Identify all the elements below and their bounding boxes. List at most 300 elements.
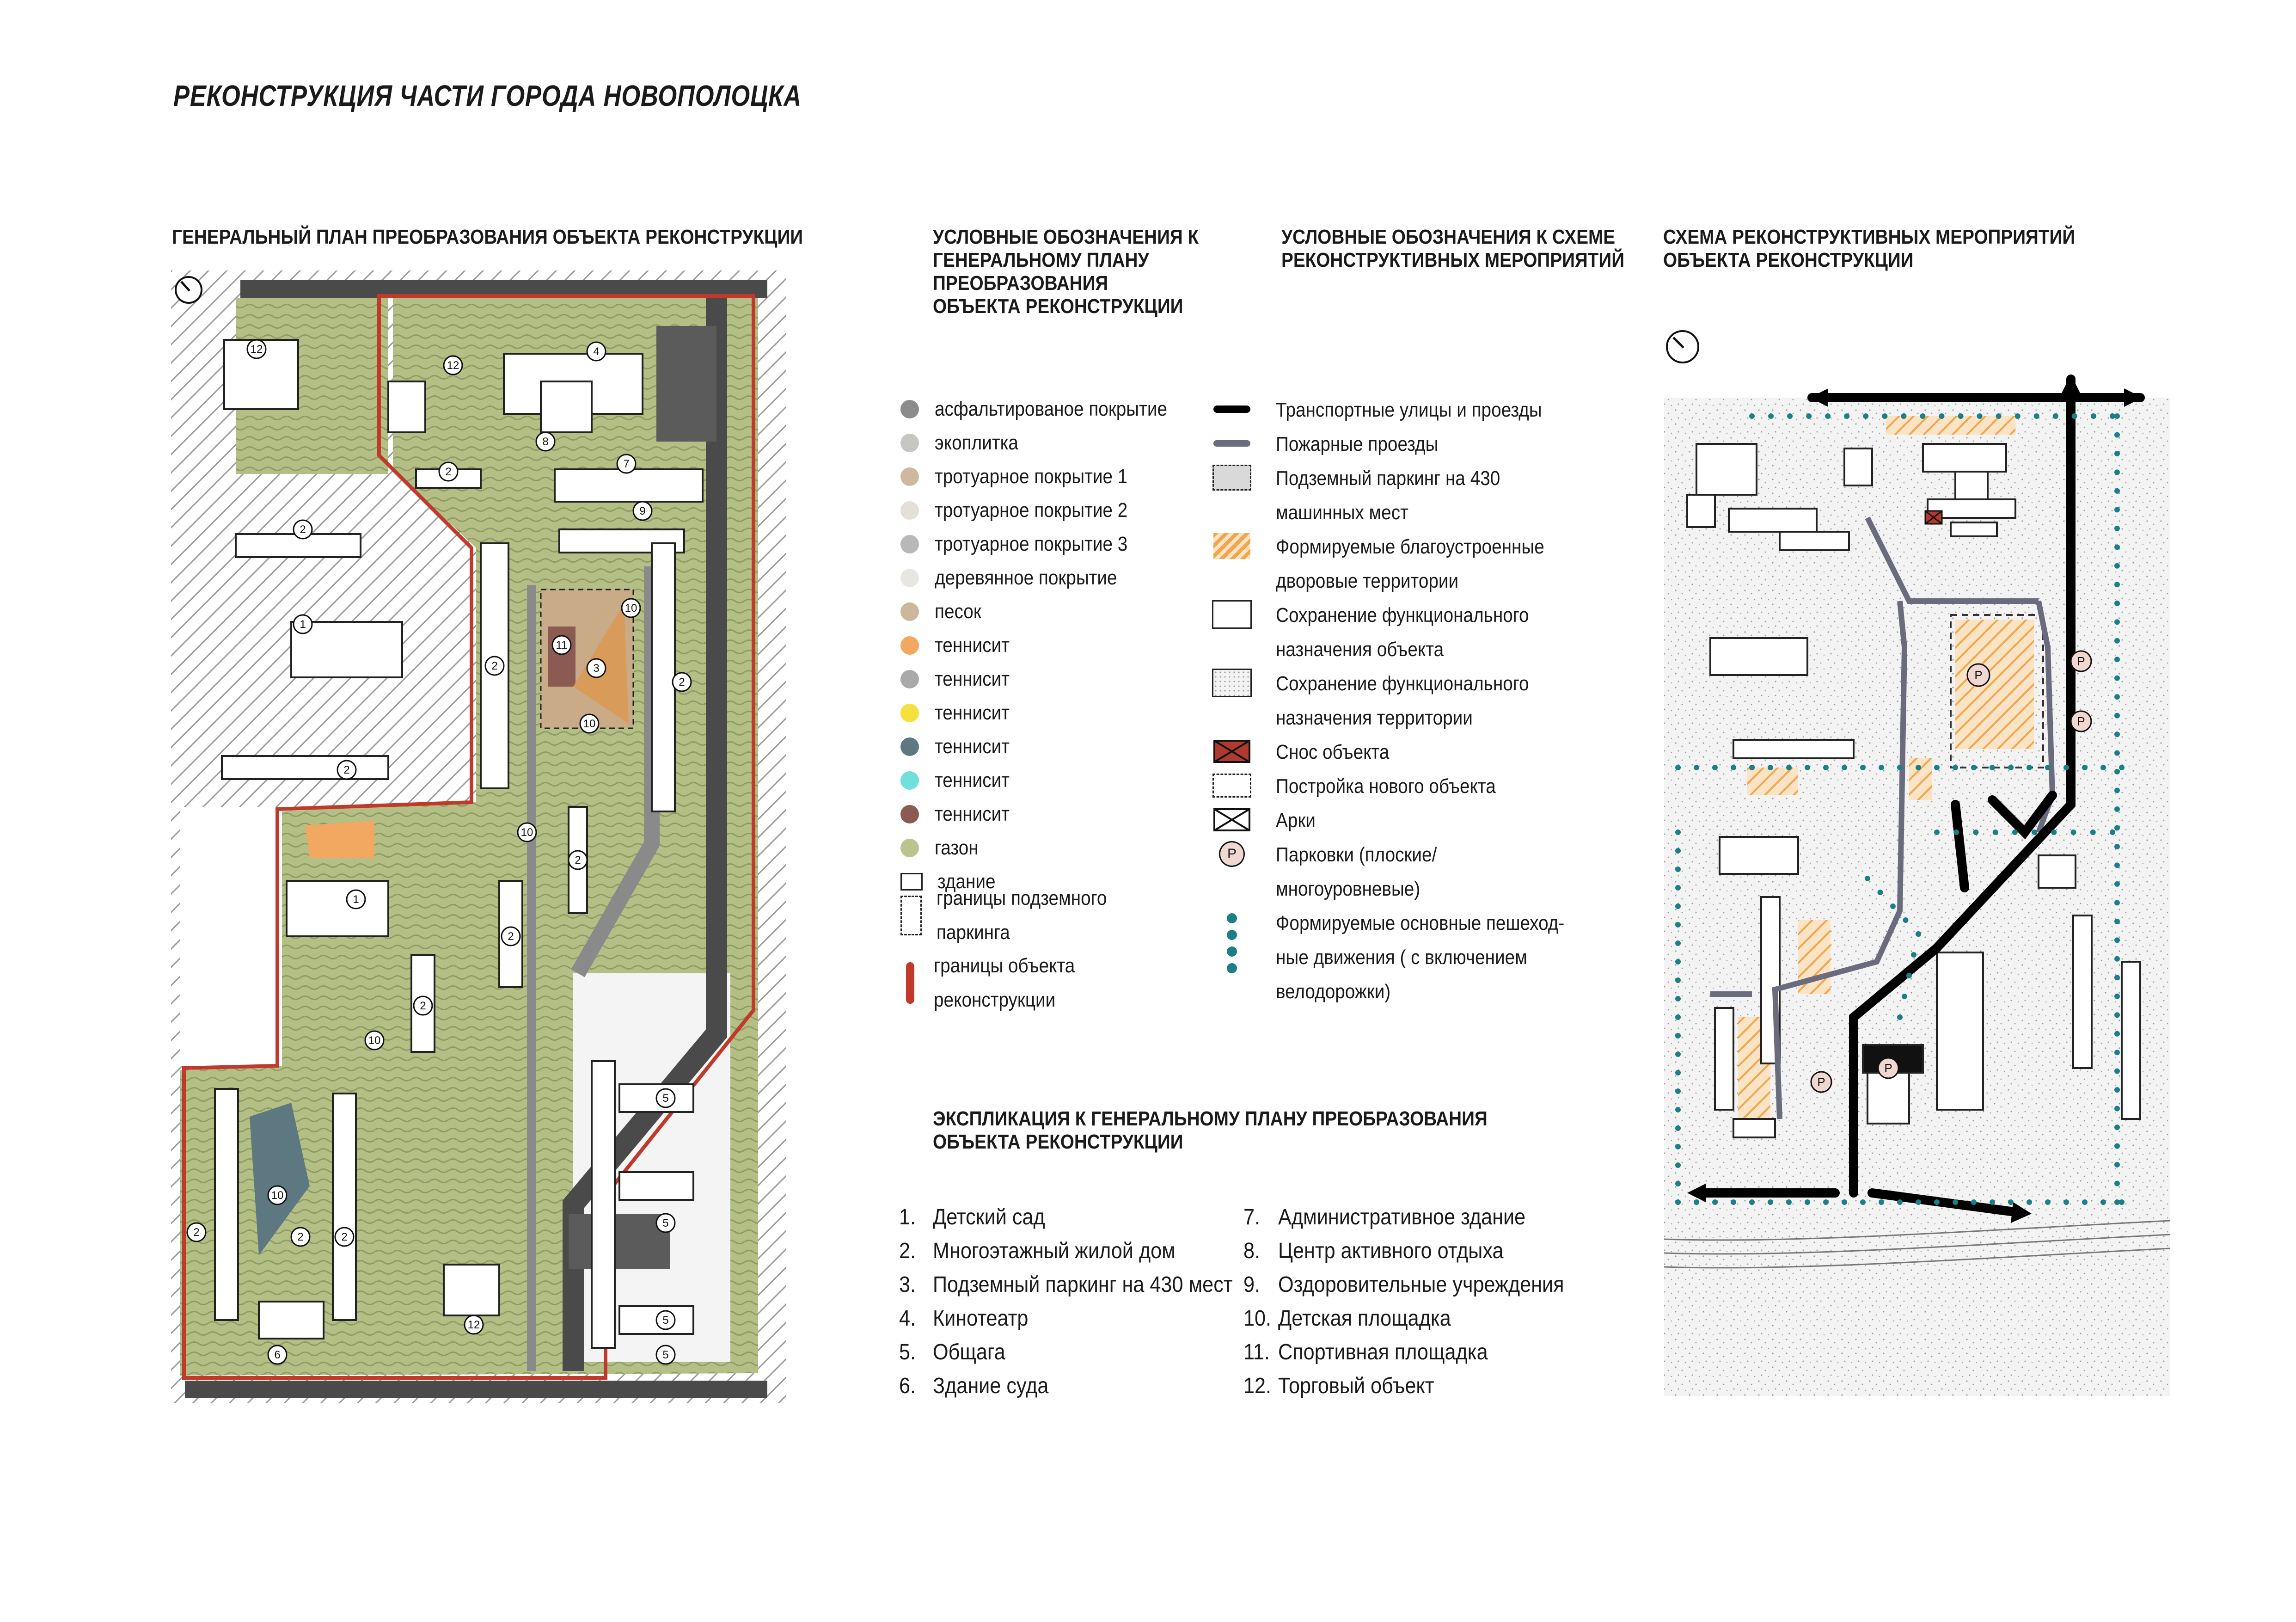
pedestrian-dot bbox=[1842, 765, 1847, 770]
general-plan-title: ГЕНЕРАЛЬНЫЙ ПЛАН ПРЕОБРАЗОВАНИЯ ОБЪЕКТА РЕКОНСТРУКЦИИ bbox=[172, 226, 803, 248]
pedestrian-dot bbox=[2114, 488, 2120, 494]
pedestrian-dot bbox=[2114, 1124, 2120, 1130]
legend-swatch bbox=[900, 467, 919, 486]
pedestrian-dot bbox=[2114, 769, 2120, 774]
explication-text: Торговый объект bbox=[1278, 1374, 1434, 1398]
legend-label: теннисит bbox=[935, 735, 1010, 758]
pedestrian-dot bbox=[1993, 829, 1998, 835]
pedestrian-dot bbox=[1990, 1199, 1995, 1205]
legend-label: паркинга bbox=[937, 921, 1010, 944]
explication-text: Спортивная площадка bbox=[1278, 1340, 1488, 1364]
pedestrian-dot bbox=[2110, 413, 2115, 419]
pedestrian-dot bbox=[2114, 900, 2120, 905]
pedestrian-dot bbox=[1879, 1199, 1884, 1205]
pedestrian-dot bbox=[1825, 413, 1831, 419]
map-label: 12 bbox=[250, 343, 263, 356]
pedestrian-dot bbox=[2114, 582, 2120, 587]
scheme-legend-item bbox=[1211, 906, 1604, 1009]
parking-boundary-swatch bbox=[900, 896, 922, 935]
map-label: 2 bbox=[420, 1000, 426, 1012]
pedestrian-dot bbox=[2114, 657, 2120, 662]
legend-label: теннисит bbox=[935, 634, 1010, 657]
map-label: 2 bbox=[575, 854, 581, 866]
legend-label: тротуарное покрытие 3 bbox=[935, 533, 1128, 555]
map-label: 8 bbox=[542, 436, 549, 448]
pedestrian-dot bbox=[2012, 829, 2018, 835]
scheme-legend-item bbox=[1211, 598, 1563, 667]
explication-number: 7. bbox=[1243, 1205, 1261, 1229]
pedestrian-dot bbox=[1786, 765, 1792, 770]
map-label: 12 bbox=[447, 359, 459, 372]
north-arrow-icon bbox=[1667, 331, 1698, 362]
pedestrian-dot bbox=[1890, 903, 1896, 909]
explication-number: 8. bbox=[1243, 1239, 1261, 1263]
map-label: 3 bbox=[593, 662, 600, 675]
legend-swatch bbox=[900, 400, 919, 418]
parking-icon bbox=[2071, 651, 2091, 671]
plan-legend-item bbox=[900, 461, 1154, 493]
pedestrian-dot bbox=[1731, 1199, 1736, 1205]
pedestrian-dot bbox=[2114, 919, 2120, 924]
pedestrian-dot bbox=[2114, 806, 2120, 812]
pedestrian-dot bbox=[2114, 432, 2120, 437]
pedestrian-dot bbox=[1749, 1199, 1755, 1205]
pedestrian-dot bbox=[2114, 1031, 2120, 1037]
pedestrian-dot bbox=[2114, 601, 2120, 606]
pedestrian-dot bbox=[2082, 765, 2088, 770]
pedestrian-dot bbox=[1675, 1107, 1681, 1112]
legend-label: назначения территории bbox=[1276, 707, 1473, 729]
north-arrow-icon bbox=[176, 277, 202, 303]
pedestrian-dot bbox=[1786, 1199, 1792, 1205]
legend-swatch bbox=[900, 771, 919, 790]
pedestrian-dot bbox=[2114, 507, 2120, 512]
map-label: 10 bbox=[368, 1034, 381, 1047]
map-label: 10 bbox=[271, 1189, 284, 1202]
pedestrian-dot bbox=[2114, 1181, 2120, 1186]
pedestrian-dot bbox=[1712, 1199, 1718, 1205]
pedestrian-dot bbox=[1768, 413, 1774, 419]
plan-legend-item bbox=[900, 954, 1094, 1011]
explication-number: 9. bbox=[1243, 1272, 1261, 1297]
pedestrian-dot bbox=[1953, 1199, 1958, 1205]
pedestrian-dot bbox=[1973, 829, 1978, 835]
legend-label: тротуарное покрытие 1 bbox=[935, 465, 1128, 488]
map-label: 12 bbox=[467, 1319, 480, 1331]
plan-legend-item bbox=[900, 629, 1020, 662]
pedestrian-dot bbox=[1694, 765, 1699, 770]
explication-text: Здание суда bbox=[933, 1374, 1049, 1398]
pedestrian-dot bbox=[2114, 713, 2120, 719]
svg-text:Р: Р bbox=[2077, 654, 2085, 668]
map-label: 10 bbox=[520, 826, 533, 839]
pedestrian-dot bbox=[1731, 765, 1736, 770]
pedestrian-dot bbox=[2071, 829, 2076, 835]
pedestrian-dot bbox=[2114, 881, 2120, 887]
pedestrian-dot bbox=[1749, 413, 1755, 419]
keep-territory-swatch bbox=[1211, 667, 1253, 699]
pedestrian-dot bbox=[1675, 1162, 1681, 1168]
legend-label: деревянное покрытие bbox=[935, 566, 1117, 589]
legend-label: Постройка нового объекта bbox=[1276, 775, 1496, 798]
legend-label: теннисит bbox=[935, 701, 1010, 724]
pedestrian-dot bbox=[1971, 1199, 1977, 1205]
explication-number: 10. bbox=[1243, 1306, 1272, 1331]
pedestrian-dot bbox=[1675, 1070, 1681, 1075]
keep-object-swatch bbox=[1211, 598, 1253, 631]
explication-text: Кинотеатр bbox=[933, 1306, 1029, 1331]
demolish-icon bbox=[1211, 735, 1253, 768]
pedestrian-dot bbox=[1990, 765, 1995, 770]
map-label: 11 bbox=[556, 639, 568, 651]
explication-text: Подземный паркинг на 430 мест bbox=[933, 1272, 1233, 1297]
pedestrian-dot bbox=[1787, 413, 1793, 419]
parking-swatch bbox=[1211, 461, 1253, 494]
arch-icon bbox=[1211, 804, 1253, 836]
map-label: 1 bbox=[353, 893, 359, 906]
explication-text: Детский сад bbox=[933, 1205, 1045, 1229]
pedestrian-dot bbox=[2114, 844, 2120, 849]
map-label: 5 bbox=[662, 1349, 669, 1361]
pedestrian-dot bbox=[1842, 1199, 1847, 1205]
pedestrian-dot bbox=[2114, 1106, 2120, 1112]
pedestrian-dot bbox=[2015, 413, 2020, 419]
transport-line-swatch bbox=[1211, 393, 1253, 425]
legend-label: назначения объекта bbox=[1276, 638, 1444, 661]
pedestrian-dot bbox=[2114, 825, 2120, 830]
plan-legend-title: УСЛОВНЫЕ ОБОЗНАЧЕНИЯ К ГЕНЕРАЛЬНОМУ ПЛАНУ ПРЕОБРАЗОВАНИЯ ОБЪЕКТА РЕКОНСТРУКЦИИ bbox=[933, 226, 1199, 318]
pedestrian-dot bbox=[2114, 1087, 2120, 1093]
explication-number: 12. bbox=[1243, 1374, 1272, 1398]
legend-swatch bbox=[900, 501, 919, 520]
legend-label: асфальтированое покрытие bbox=[935, 398, 1168, 420]
pedestrian-dot bbox=[1916, 931, 1921, 937]
parking-icon: Р bbox=[1211, 838, 1253, 870]
pedestrian-dot bbox=[1863, 413, 1868, 419]
legend-label: дворовые территории bbox=[1276, 570, 1459, 592]
pedestrian-dot bbox=[1675, 848, 1681, 854]
pedestrian-dot bbox=[2114, 526, 2120, 531]
pedestrian-dot bbox=[2008, 1199, 2014, 1205]
map-label: 2 bbox=[491, 660, 498, 672]
pedestrian-dot bbox=[1903, 917, 1909, 923]
explication-number: 6. bbox=[899, 1374, 916, 1398]
pedestrian-dot bbox=[2114, 975, 2120, 980]
pedestrian-dot bbox=[2114, 731, 2120, 737]
explication-text: Административное здание bbox=[1278, 1205, 1526, 1229]
pedestrian-dot bbox=[1902, 994, 1907, 999]
scheme-legend-item bbox=[1211, 393, 1578, 427]
legend-swatch bbox=[900, 670, 919, 688]
pedestrian-dot bbox=[2110, 829, 2115, 835]
pedestrian-dot bbox=[2114, 788, 2120, 793]
plan-legend-item bbox=[900, 427, 1030, 459]
map-label: 10 bbox=[625, 602, 637, 614]
pedestrian-dot bbox=[2045, 1199, 2051, 1205]
pedestrian-dot bbox=[2100, 765, 2106, 770]
pedestrian-dot bbox=[1675, 1181, 1681, 1186]
pedestrian-dot bbox=[2114, 638, 2120, 644]
pedestrian-dot bbox=[1939, 413, 1945, 419]
legend-label: теннисит bbox=[935, 668, 1010, 690]
scheme-title: СХЕМА РЕКОНСТРУКТИВНЫХ МЕРОПРИЯТИЙ ОБЪЕКТА РЕКОНСТРУКЦИИ bbox=[1663, 226, 2076, 271]
pedestrian-dot bbox=[1897, 765, 1903, 770]
scheme-legend-item bbox=[1211, 530, 1581, 598]
pedestrian-dot bbox=[1675, 1033, 1681, 1038]
pedestrian-dot bbox=[1844, 413, 1849, 419]
plan-legend-item bbox=[900, 393, 1199, 425]
legend-label: велодорожки) bbox=[1276, 980, 1391, 1003]
pedestrian-dot bbox=[1897, 1199, 1903, 1205]
pedestrian-dot bbox=[2063, 765, 2069, 770]
pedestrian-dot bbox=[1675, 1125, 1681, 1131]
legend-label: ные движения ( с включением bbox=[1276, 946, 1527, 969]
map-label: 2 bbox=[445, 466, 452, 478]
pedestrian-dot bbox=[1675, 996, 1681, 1001]
pedestrian-dot bbox=[2114, 563, 2120, 569]
pedestrian-dot bbox=[1823, 765, 1829, 770]
plan-legend-item bbox=[900, 798, 1020, 830]
pedestrian-dot bbox=[1882, 413, 1887, 419]
map-label: 2 bbox=[341, 1231, 348, 1243]
plan-legend-item bbox=[900, 697, 1020, 729]
plan-legend-item bbox=[900, 731, 1020, 763]
pedestrian-dot bbox=[1675, 829, 1681, 835]
pedestrian-dot bbox=[1953, 765, 1958, 770]
pedestrian-dot bbox=[2027, 1199, 2032, 1205]
pedestrian-dot bbox=[2114, 862, 2120, 868]
pedestrian-dot bbox=[1901, 413, 1906, 419]
legend-label: Пожарные проезды bbox=[1276, 433, 1439, 455]
pedestrian-dot bbox=[2114, 1012, 2120, 1018]
plan-legend-item bbox=[900, 764, 1020, 797]
scheme-legend-item bbox=[1211, 461, 1531, 530]
legend-label: машинных мест bbox=[1276, 501, 1408, 524]
legend-swatch bbox=[900, 839, 919, 857]
map-label: 2 bbox=[508, 930, 514, 943]
explication-text: Оздоровительные учреждения bbox=[1278, 1272, 1564, 1297]
pedestrian-dot bbox=[1823, 1199, 1829, 1205]
map-label: 2 bbox=[297, 1231, 304, 1243]
svg-text:Р: Р bbox=[2077, 714, 2085, 728]
explication-text: Центр активного отдыха bbox=[1278, 1239, 1504, 1263]
pedestrian-dot bbox=[1860, 1199, 1866, 1205]
legend-label: Формируемые основные пешеход- bbox=[1276, 912, 1565, 934]
building-swatch bbox=[900, 873, 923, 891]
pedestrian-dot bbox=[1865, 876, 1870, 881]
new-building-swatch bbox=[1211, 769, 1253, 802]
pedestrian-dot bbox=[1675, 1088, 1681, 1094]
pedestrian-dot bbox=[2034, 413, 2039, 419]
legend-label: Снос объекта bbox=[1276, 741, 1390, 763]
legend-label: Парковки (плоские/ bbox=[1276, 843, 1437, 866]
pedestrian-dot bbox=[1675, 1014, 1681, 1020]
courtyard-swatch bbox=[1211, 530, 1253, 562]
pedestrian-dot bbox=[2114, 469, 2120, 475]
pedestrian-dot bbox=[1934, 1199, 1940, 1205]
pedestrian-dot bbox=[1675, 765, 1681, 770]
pedestrian-dot bbox=[1806, 413, 1812, 419]
pedestrian-dot bbox=[1920, 413, 1925, 419]
pedestrian-dot bbox=[2114, 750, 2120, 756]
legend-swatch bbox=[900, 602, 919, 621]
pedestrian-dot bbox=[2114, 994, 2120, 999]
pedestrian-dot bbox=[1878, 890, 1883, 895]
explication-number: 4. bbox=[899, 1306, 916, 1331]
pedestrian-dot bbox=[2008, 765, 2014, 770]
explication-number: 2. bbox=[899, 1239, 916, 1263]
pedestrian-dot bbox=[2032, 829, 2037, 835]
map-label: 5 bbox=[662, 1314, 669, 1327]
plan-legend-item bbox=[900, 887, 1130, 944]
pedestrian-dot bbox=[2114, 451, 2120, 456]
pedestrian-dot bbox=[1712, 765, 1718, 770]
legend-swatch bbox=[900, 434, 919, 452]
general-plan-map bbox=[171, 270, 786, 1403]
pedestrian-dot bbox=[2114, 1069, 2120, 1074]
scheme-legend-item bbox=[1211, 667, 1563, 735]
pedestrian-dot bbox=[1675, 1051, 1681, 1057]
plan-legend-item bbox=[900, 663, 1020, 695]
pedestrian-dot bbox=[1906, 973, 1912, 978]
legend-label: границы объекта bbox=[934, 954, 1075, 977]
pedestrian-dot bbox=[1879, 765, 1884, 770]
explication-title: ЭКСПЛИКАЦИЯ К ГЕНЕРАЛЬНОМУ ПЛАНУ ПРЕОБРАЗОВАНИЯ ОБЪЕКТА РЕКОНСТРУКЦИИ bbox=[933, 1107, 1488, 1153]
pedestrian-dot bbox=[2053, 413, 2058, 419]
legend-swatch bbox=[900, 569, 919, 587]
pedestrian-dot bbox=[1805, 765, 1810, 770]
explication-number: 11. bbox=[1243, 1340, 1270, 1364]
legend-label: границы подземного bbox=[937, 887, 1107, 909]
legend-label: газон bbox=[935, 836, 979, 859]
scheme-legend-item bbox=[1211, 838, 1459, 906]
legend-label: Транспортные улицы и проезды bbox=[1276, 399, 1542, 421]
legend-label: Подземный паркинг на 430 bbox=[1276, 467, 1500, 490]
scheme-legend-item bbox=[1211, 735, 1405, 769]
legend-label: экоплитка bbox=[935, 431, 1018, 454]
pedestrian-dot bbox=[1971, 765, 1977, 770]
pedestrian-dot bbox=[2045, 765, 2051, 770]
map-label: 2 bbox=[343, 764, 350, 776]
pedestrian-dots-icon bbox=[1211, 906, 1253, 980]
legend-label: здание bbox=[937, 870, 996, 893]
pedestrian-dot bbox=[2114, 1050, 2120, 1055]
pedestrian-dot bbox=[2072, 413, 2077, 419]
scheme-legend-item bbox=[1211, 427, 1460, 461]
legend-swatch bbox=[900, 636, 919, 655]
map-label: 9 bbox=[639, 505, 646, 517]
pedestrian-dot bbox=[1768, 765, 1773, 770]
pedestrian-dot bbox=[1805, 1199, 1810, 1205]
plan-legend-item bbox=[900, 528, 1154, 560]
pedestrian-dot bbox=[1675, 866, 1681, 872]
pedestrian-dot bbox=[2063, 1199, 2069, 1205]
pedestrian-dot bbox=[1694, 1199, 1699, 1205]
pedestrian-dot bbox=[1996, 413, 2002, 419]
pedestrian-dot bbox=[1916, 765, 1921, 770]
map-label: 2 bbox=[193, 1226, 200, 1239]
pedestrian-dot bbox=[2119, 1199, 2125, 1205]
pedestrian-dot bbox=[1675, 1144, 1681, 1149]
pedestrian-dot bbox=[2114, 544, 2120, 550]
legend-label: реконструкции bbox=[934, 989, 1056, 1011]
reconstruction-scheme-map bbox=[1659, 324, 2175, 1401]
plan-legend-item bbox=[900, 832, 985, 864]
map-label: 5 bbox=[662, 1217, 669, 1229]
map-label: 2 bbox=[300, 523, 306, 536]
pedestrian-dot bbox=[1675, 977, 1681, 983]
legend-label: песок bbox=[935, 600, 981, 623]
legend-label: Сохранение функционального bbox=[1276, 672, 1529, 695]
legend-label: Арки bbox=[1276, 809, 1316, 832]
pedestrian-dot bbox=[2119, 765, 2125, 770]
legend-label: тротуарное покрытие 2 bbox=[935, 499, 1128, 522]
legend-label: теннисит bbox=[935, 769, 1010, 792]
map-label: 10 bbox=[583, 718, 596, 730]
pedestrian-dot bbox=[2114, 1143, 2120, 1149]
svg-text:Р: Р bbox=[1817, 1075, 1825, 1089]
pedestrian-dot bbox=[2114, 694, 2120, 700]
map-label: 5 bbox=[662, 1092, 669, 1105]
parking-icon bbox=[1967, 664, 1990, 686]
pedestrian-dot bbox=[1675, 1199, 1681, 1205]
legend-swatch bbox=[900, 737, 919, 756]
explication-text: Детская площадка bbox=[1278, 1306, 1451, 1331]
legend-label: теннисит bbox=[935, 803, 1010, 825]
pedestrian-dot bbox=[1934, 765, 1940, 770]
pedestrian-dot bbox=[1953, 829, 1959, 835]
pedestrian-dot bbox=[1958, 413, 1964, 419]
pedestrian-dot bbox=[1675, 903, 1681, 909]
svg-text:Р: Р bbox=[1884, 1061, 1892, 1075]
pedestrian-dot bbox=[2114, 1162, 2120, 1167]
pedestrian-dot bbox=[1675, 885, 1681, 891]
scheme-legend-item bbox=[1211, 769, 1526, 804]
svg-text:Р: Р bbox=[1974, 668, 1983, 682]
parking-icon bbox=[1811, 1072, 1831, 1092]
pedestrian-dot bbox=[1675, 959, 1681, 965]
pedestrian-dot bbox=[2051, 829, 2057, 835]
fire-access-swatch bbox=[1211, 427, 1253, 460]
parking-icon bbox=[2071, 711, 2091, 731]
pedestrian-dot bbox=[1749, 765, 1755, 770]
explication-text: Общага bbox=[933, 1340, 1005, 1364]
legend-swatch bbox=[900, 535, 919, 553]
map-label: 4 bbox=[593, 345, 600, 358]
pedestrian-dot bbox=[2114, 956, 2120, 962]
explication-number: 3. bbox=[899, 1272, 916, 1297]
explication-text: Многоэтажный жилой дом bbox=[933, 1239, 1176, 1263]
scheme-legend-item bbox=[1211, 804, 1321, 838]
pedestrian-dot bbox=[1916, 1199, 1921, 1205]
explication-number: 1. bbox=[899, 1205, 916, 1229]
legend-swatch bbox=[900, 704, 919, 722]
pedestrian-dot bbox=[2114, 937, 2120, 943]
map-label: 7 bbox=[623, 458, 630, 470]
pedestrian-dot bbox=[1934, 829, 1940, 835]
scheme-legend-title: УСЛОВНЫЕ ОБОЗНАЧЕНИЯ К СХЕМЕ РЕКОНСТРУКТИВНЫХ МЕРОПРИЯТИЙ bbox=[1281, 226, 1625, 271]
pedestrian-dot bbox=[1977, 413, 1983, 419]
boundary-swatch bbox=[906, 962, 914, 1004]
pedestrian-dot bbox=[2091, 413, 2096, 419]
pedestrian-dot bbox=[2114, 676, 2120, 681]
plan-legend-item bbox=[900, 596, 988, 628]
legend-label: Сохранение функционального bbox=[1276, 604, 1529, 627]
pedestrian-dot bbox=[1860, 765, 1866, 770]
pedestrian-dot bbox=[1911, 952, 1916, 958]
pedestrian-dot bbox=[1675, 922, 1681, 928]
legend-swatch bbox=[900, 805, 919, 823]
